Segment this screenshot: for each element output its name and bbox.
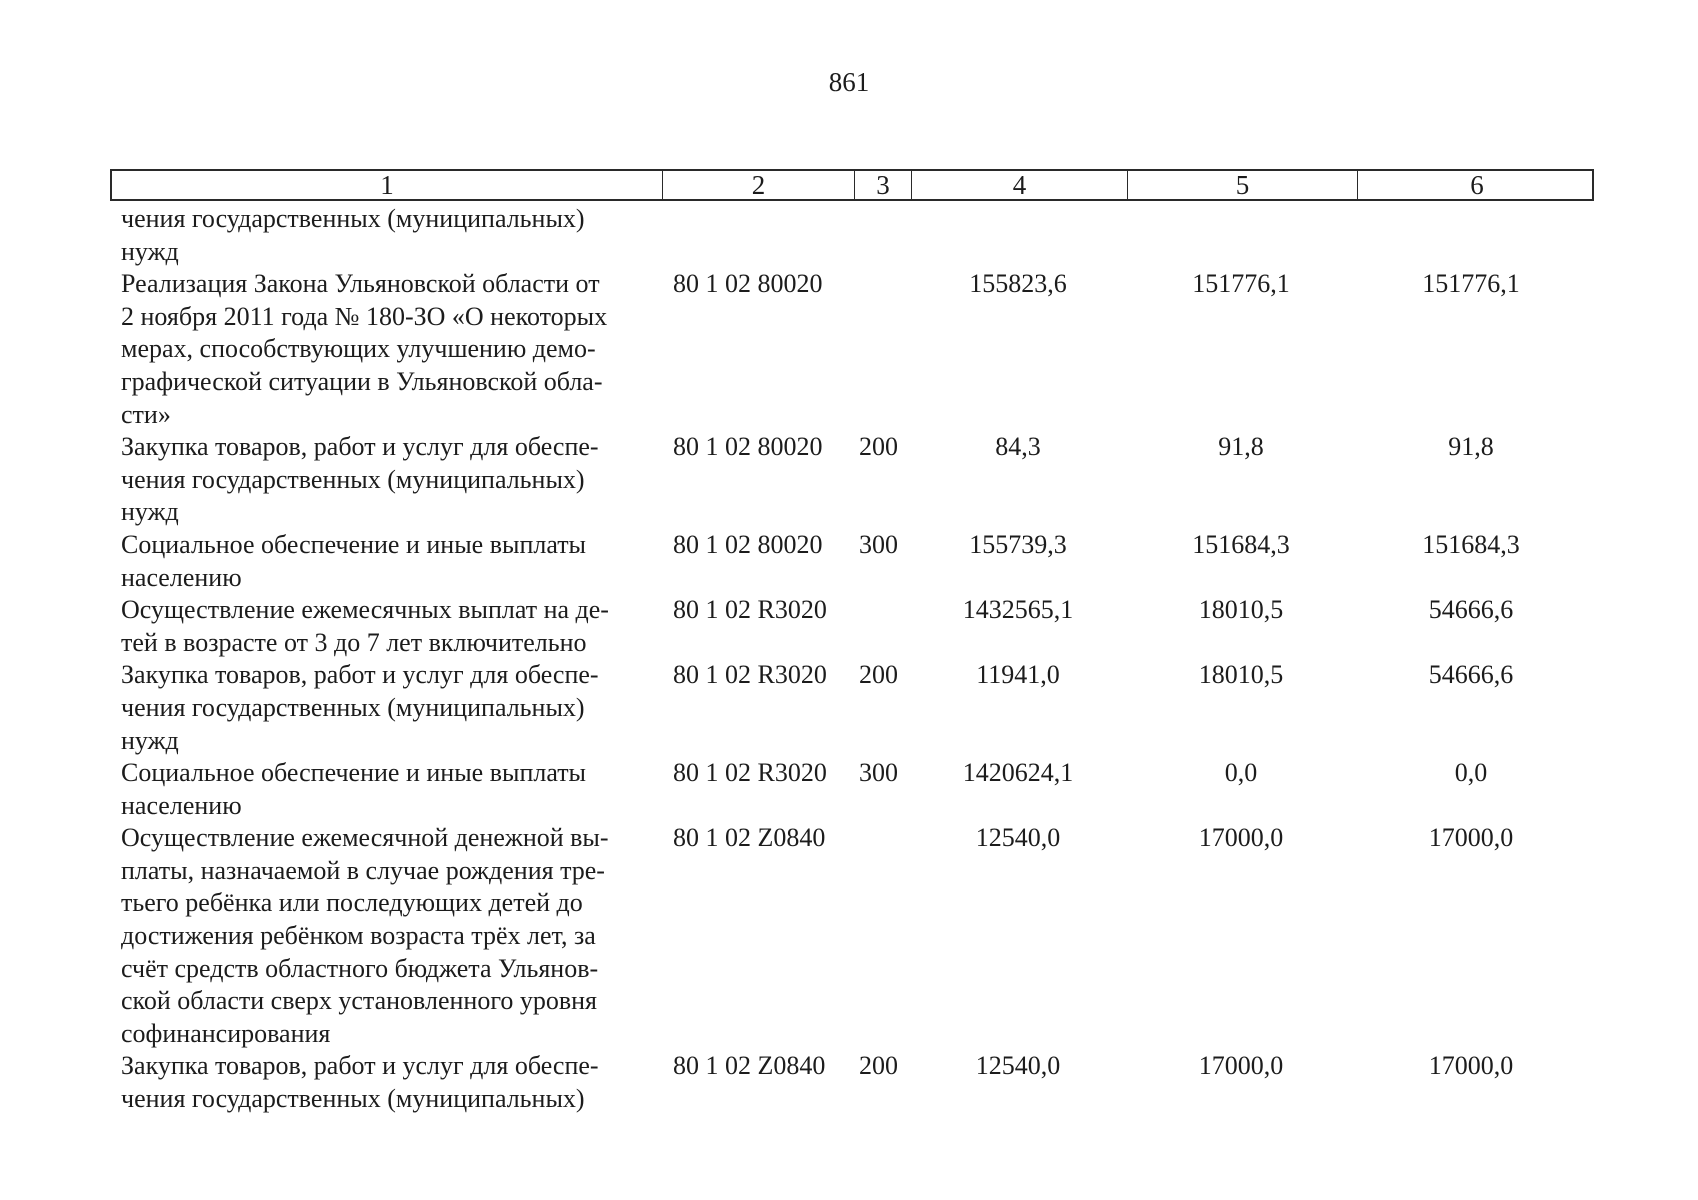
row-value-col-5: 17000,0 xyxy=(1198,1051,1284,1081)
row-value-col-4: 11941,0 xyxy=(976,660,1060,690)
row-description xyxy=(110,757,661,822)
row-value-col-6: 54666,6 xyxy=(1428,660,1514,690)
description-line: 2 ноября 2011 года № 180-ЗО «О некоторых xyxy=(121,301,608,331)
table-row xyxy=(110,529,1594,594)
table-row xyxy=(110,1050,1594,1115)
row-code: 80 1 02 80020 xyxy=(673,529,823,559)
row-value-col-5 xyxy=(1126,203,1356,268)
row-description xyxy=(110,529,661,594)
description-line: Социальное обеспечение и иные выплаты xyxy=(121,758,587,788)
row-value-col-6: 17000,0 xyxy=(1428,823,1514,853)
header-col-6: 6 xyxy=(1470,170,1484,200)
table-header xyxy=(110,169,1594,201)
row-code: 80 1 02 Z0840 xyxy=(673,1051,826,1081)
description-line: счёт средств областного бюджета Ульянов- xyxy=(121,953,599,983)
row-value-col-5: 18010,5 xyxy=(1198,660,1284,690)
page-number: 861 xyxy=(828,67,870,97)
row-value-col-4: 1432565,1 xyxy=(962,595,1074,625)
row-value-col-4: 84,3 xyxy=(995,432,1041,462)
header-col-4: 4 xyxy=(912,171,1128,199)
description-line: Осуществление ежемесячных выплат на де- xyxy=(121,595,609,625)
description-line: сти» xyxy=(121,399,171,429)
description-line: тьего ребёнка или последующих детей до xyxy=(121,888,583,918)
table-row xyxy=(110,431,1594,529)
description-line: нужд xyxy=(121,725,179,755)
row-type: 300 xyxy=(859,529,898,559)
row-code: 80 1 02 80020 xyxy=(673,269,823,299)
row-description xyxy=(110,431,661,529)
description-line: ской области сверх установленного уровня xyxy=(121,986,597,1016)
row-description xyxy=(110,594,661,659)
row-value-col-5: 151776,1 xyxy=(1192,269,1290,299)
header-col-1: 1 xyxy=(112,171,663,199)
table-row xyxy=(110,268,1594,431)
row-code: 80 1 02 80020 xyxy=(673,432,823,462)
row-description xyxy=(110,659,661,757)
row-value-col-4: 1420624,1 xyxy=(962,758,1074,788)
row-type: 200 xyxy=(859,660,898,690)
row-code: 80 1 02 R3020 xyxy=(673,660,827,690)
description-line: Закупка товаров, работ и услуг для обеспе- xyxy=(121,1051,599,1081)
row-type: 200 xyxy=(859,432,898,462)
description-line: чения государственных (муниципальных) xyxy=(121,692,585,722)
row-description xyxy=(110,268,661,431)
row-value-col-4: 155823,6 xyxy=(969,269,1067,299)
row-description xyxy=(110,203,661,268)
description-line: графической ситуации в Ульяновской обла- xyxy=(121,366,603,396)
description-line: Социальное обеспечение и иные выплаты xyxy=(121,529,587,559)
description-line: софинансирования xyxy=(121,1018,331,1048)
table-row xyxy=(110,822,1594,1050)
row-value-col-5: 17000,0 xyxy=(1198,823,1284,853)
row-value-col-6 xyxy=(1356,203,1594,268)
row-description xyxy=(110,1050,661,1115)
header-col-5: 5 xyxy=(1128,171,1358,199)
table-body xyxy=(110,203,1594,1116)
row-value-col-4: 12540,0 xyxy=(975,823,1061,853)
description-line: платы, назначаемой в случае рождения тре- xyxy=(121,855,605,885)
row-value-col-4: 155739,3 xyxy=(969,529,1067,559)
row-value-col-6: 0,0 xyxy=(1454,758,1488,788)
row-type xyxy=(853,268,910,431)
row-type xyxy=(853,594,910,659)
row-value-col-6: 54666,6 xyxy=(1428,595,1514,625)
row-value-col-6: 17000,0 xyxy=(1428,1051,1514,1081)
description-line: чения государственных (муниципальных) xyxy=(121,1084,585,1114)
row-value-col-5: 18010,5 xyxy=(1198,595,1284,625)
row-description xyxy=(110,822,661,1050)
row-type: 300 xyxy=(859,758,898,788)
row-code: 80 1 02 Z0840 xyxy=(673,823,826,853)
row-value-col-6: 91,8 xyxy=(1448,432,1494,462)
row-value-col-5: 0,0 xyxy=(1224,758,1258,788)
table-row xyxy=(110,659,1594,757)
row-value-col-5: 151684,3 xyxy=(1192,529,1290,559)
row-value-col-4 xyxy=(910,203,1126,268)
description-line: Осуществление ежемесячной денежной вы- xyxy=(121,823,609,853)
description-line: мерах, способствующих улучшению демо- xyxy=(121,334,596,364)
row-code: 80 1 02 R3020 xyxy=(673,758,827,788)
description-line: чения государственных (муниципальных) xyxy=(121,204,585,233)
table-row xyxy=(110,757,1594,822)
description-line: нужд xyxy=(121,497,179,527)
row-type xyxy=(853,822,910,1050)
description-line: чения государственных (муниципальных) xyxy=(121,464,585,494)
description-line: Закупка товаров, работ и услуг для обеспе- xyxy=(121,432,599,462)
header-col-2: 2 xyxy=(663,171,855,199)
row-value-col-6: 151776,1 xyxy=(1422,269,1520,299)
row-value-col-4: 12540,0 xyxy=(975,1051,1061,1081)
row-value-col-6: 151684,3 xyxy=(1422,529,1520,559)
description-line: Реализация Закона Ульяновской области от xyxy=(121,269,600,299)
row-type: 200 xyxy=(859,1051,898,1081)
description-line: населению xyxy=(121,562,242,592)
table-row xyxy=(110,594,1594,659)
table-row xyxy=(110,203,1594,268)
description-line: Закупка товаров, работ и услуг для обеспе- xyxy=(121,660,599,690)
description-line: населению xyxy=(121,790,242,820)
description-line: нужд xyxy=(121,236,179,266)
row-type xyxy=(853,203,910,268)
row-code xyxy=(661,203,853,268)
description-line: достижения ребёнком возраста трёх лет, за xyxy=(121,921,596,951)
description-line: тей в возрасте от 3 до 7 лет включительно xyxy=(121,627,587,657)
row-value-col-5: 91,8 xyxy=(1218,432,1264,462)
row-code: 80 1 02 R3020 xyxy=(673,595,827,625)
header-col-3: 3 xyxy=(855,171,912,199)
